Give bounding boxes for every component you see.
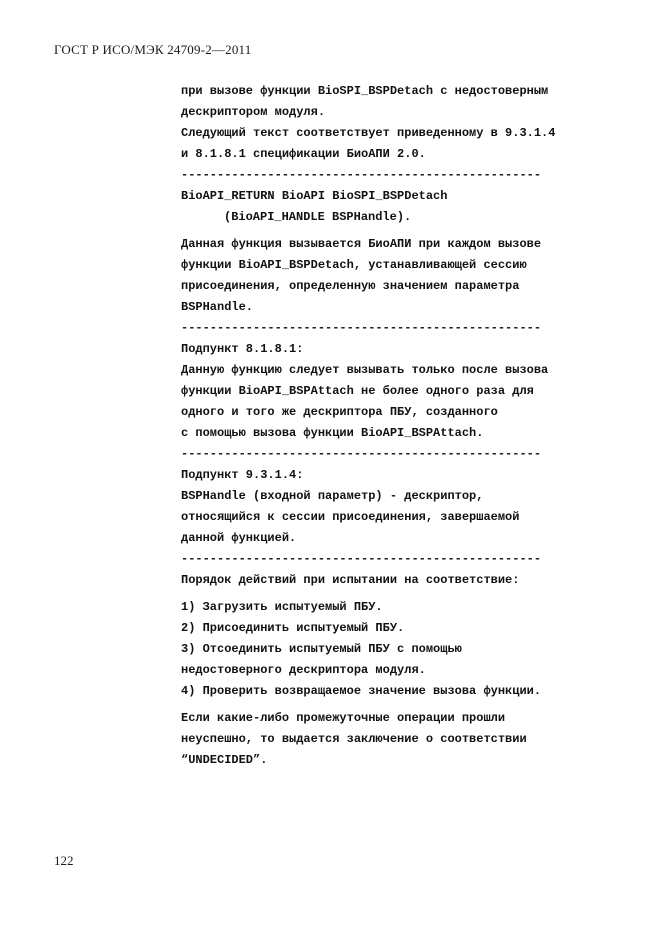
subclause-line: Данную функцию следует вызывать только после вызова bbox=[181, 363, 549, 377]
description-line: функции BioAPI_BSPDetach, устанавливающей сессию bbox=[181, 258, 527, 272]
subclause-line: с помощью вызова функции BioAPI_BSPAttach. bbox=[181, 426, 484, 440]
subclause-line: функции BioAPI_BSPAttach не более одного раза для bbox=[181, 384, 534, 398]
procedure-step: 3) Отсоединить испытуемый ПБУ с помощью bbox=[181, 642, 462, 656]
subclause-line: относящийся к сессии присоединения, завершаемой bbox=[181, 510, 520, 524]
page-number: 122 bbox=[54, 853, 74, 868]
separator-line: -------------------------------------------------- bbox=[181, 321, 542, 335]
subclause-line: BSPHandle (входной параметр) - дескриптор, bbox=[181, 489, 484, 503]
document-body bbox=[181, 81, 601, 771]
intro-line: и 8.1.8.1 спецификации БиоАПИ 2.0. bbox=[181, 147, 426, 161]
procedure-step: 2) Присоединить испытуемый ПБУ. bbox=[181, 621, 405, 635]
intro-line: дескриптором модуля. bbox=[181, 105, 326, 119]
procedure-step: недостоверного дескриптора модуля. bbox=[181, 663, 426, 677]
document-header: ГОСТ Р ИСО/МЭК 24709-2—2011 bbox=[54, 42, 252, 57]
signature-line: (BioAPI_HANDLE BSPHandle). bbox=[224, 210, 412, 224]
description-line: BSPHandle. bbox=[181, 300, 254, 314]
separator-line: -------------------------------------------------- bbox=[181, 168, 542, 182]
subclause-line: одного и того же дескриптора ПБУ, созданного bbox=[181, 405, 498, 419]
procedure-step: 4) Проверить возвращаемое значение вызова функции. bbox=[181, 684, 542, 698]
procedure-title: Порядок действий при испытании на соответствие: bbox=[181, 573, 520, 587]
description-line: присоединения, определенную значением параметра bbox=[181, 279, 520, 293]
subclause-line: данной функцией. bbox=[181, 531, 297, 545]
separator-line: -------------------------------------------------- bbox=[181, 552, 542, 566]
signature-line: BioAPI_RETURN BioAPI BioSPI_BSPDetach bbox=[181, 189, 448, 203]
conclusion-line: неуспешно, то выдается заключение о соответствии bbox=[181, 732, 527, 746]
subclause-title: Подпункт 9.3.1.4: bbox=[181, 468, 304, 482]
intro-line: Следующий текст соответствует приведенному в 9.3.1.4 bbox=[181, 126, 556, 140]
subclause-title: Подпункт 8.1.8.1: bbox=[181, 342, 304, 356]
conclusion-line: Если какие-либо промежуточные операции прошли bbox=[181, 711, 506, 725]
procedure-step: 1) Загрузить испытуемый ПБУ. bbox=[181, 600, 383, 614]
conclusion-line: “UNDECIDED”. bbox=[181, 753, 268, 767]
description-line: Данная функция вызывается БиоАПИ при каждом вызове bbox=[181, 237, 542, 251]
separator-line: -------------------------------------------------- bbox=[181, 447, 542, 461]
intro-line: при вызове функции BioSPI_BSPDetach с недостоверным bbox=[181, 84, 549, 98]
